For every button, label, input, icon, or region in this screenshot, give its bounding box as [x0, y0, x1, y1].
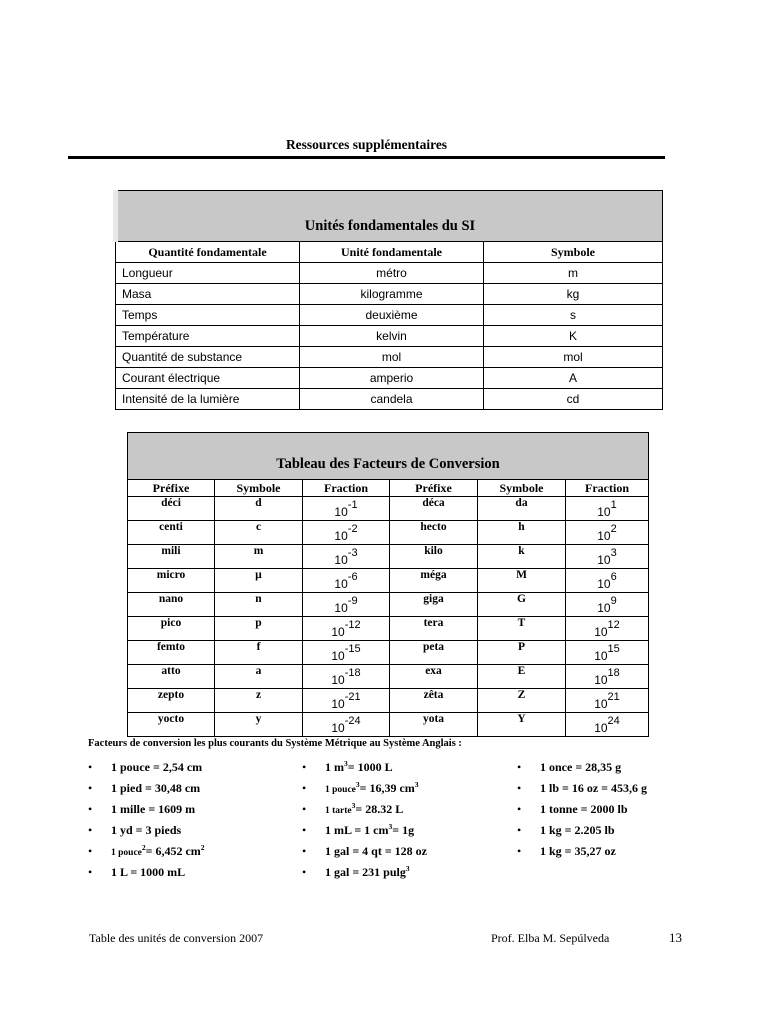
factor-text: 1 mille = 1609 m — [111, 802, 196, 816]
prefix-cell: hecto — [390, 521, 478, 545]
fraction-exponent: -6 — [347, 571, 358, 583]
fraction-exponent: 9 — [610, 595, 617, 607]
prefix-cell: tera — [390, 617, 478, 641]
table-row — [128, 617, 649, 641]
fraction-base: 10 — [331, 697, 345, 711]
prefix-cell: nano — [128, 593, 215, 617]
bullet: • — [88, 823, 93, 837]
fraction-base: 10 — [594, 649, 608, 663]
fraction-base: 10 — [334, 505, 348, 519]
si-symbol: m — [484, 263, 663, 284]
prefix-cell: pico — [128, 617, 215, 641]
fraction-exponent: 15 — [607, 643, 620, 655]
symbol-cell: M — [478, 569, 566, 593]
fraction-exponent: -21 — [344, 691, 361, 703]
table-row — [128, 641, 649, 665]
fraction-cell — [303, 641, 390, 665]
fraction-cell — [303, 545, 390, 569]
si-symbol: cd — [484, 389, 663, 410]
table-row — [116, 389, 663, 410]
table-row — [128, 545, 649, 569]
fraction-exponent: -15 — [344, 643, 361, 655]
fraction-base: 10 — [594, 697, 608, 711]
symbol-cell: µ — [215, 569, 303, 593]
fraction-exponent: 21 — [607, 691, 620, 703]
symbol-cell: d — [215, 497, 303, 521]
table-row — [128, 521, 649, 545]
prefix-cell: méga — [390, 569, 478, 593]
factors-column-3 — [517, 760, 717, 865]
bullet: • — [302, 760, 307, 774]
fraction-base: 10 — [331, 625, 345, 639]
fraction-exponent: -1 — [347, 499, 358, 511]
si-symbol: kg — [484, 284, 663, 305]
fraction-exponent: 18 — [607, 667, 620, 679]
symbol-cell: da — [478, 497, 566, 521]
cv-col-symbol: Symbole — [215, 480, 303, 497]
fraction-base: 10 — [597, 529, 611, 543]
list-item — [88, 823, 288, 844]
factor-text: 1 pouce$^2$= 6,452 $cm^2$ — [111, 843, 205, 858]
table-row — [116, 284, 663, 305]
fraction-cell — [566, 521, 649, 545]
cv-col-fraction: Fraction — [566, 480, 649, 497]
factor-text: 1 pied = 30,48 cm — [111, 781, 201, 795]
prefix-cell: peta — [390, 641, 478, 665]
si-col-unit: Unité fondamentale — [300, 242, 484, 263]
symbol-cell: h — [478, 521, 566, 545]
factor-text: 1 pouce = 2,54 cm — [111, 760, 203, 774]
fraction-exponent: 1 — [610, 499, 617, 511]
list-item — [302, 844, 502, 865]
bullet: • — [88, 865, 93, 879]
factor-text: 1 gal = 4 qt = 128 oz — [325, 844, 428, 858]
factors-title: Facteurs de conversion les plus courants du Système Métrique au Système Anglais : — [88, 738, 462, 749]
bullet: • — [302, 802, 307, 816]
fraction-cell — [303, 593, 390, 617]
fraction-cell — [566, 713, 649, 737]
fraction-cell — [303, 665, 390, 689]
fraction-base: 10 — [597, 553, 611, 567]
list-item — [302, 823, 502, 844]
bullet: • — [517, 781, 522, 795]
si-col-quantity: Quantité fondamentale — [116, 242, 300, 263]
fraction-exponent: 3 — [610, 547, 617, 559]
factors-column-1 — [88, 760, 288, 886]
prefix-cell: atto — [128, 665, 215, 689]
fraction-base: 10 — [597, 505, 611, 519]
factors-column-2 — [302, 760, 502, 886]
fraction-base: 10 — [594, 625, 608, 639]
list-item — [302, 802, 502, 823]
symbol-cell: m — [215, 545, 303, 569]
fraction-exponent: -24 — [344, 715, 361, 727]
bullet: • — [517, 760, 522, 774]
table-row — [116, 263, 663, 284]
symbol-cell: y — [215, 713, 303, 737]
prefix-cell: femto — [128, 641, 215, 665]
si-unit: métro — [300, 263, 484, 284]
symbol-cell: k — [478, 545, 566, 569]
si-quantity: Temps — [116, 305, 300, 326]
symbol-cell: c — [215, 521, 303, 545]
prefix-cell: kilo — [390, 545, 478, 569]
si-unit: kelvin — [300, 326, 484, 347]
prefix-cell: déci — [128, 497, 215, 521]
fraction-cell — [566, 593, 649, 617]
prefix-cell: yota — [390, 713, 478, 737]
fraction-cell — [566, 569, 649, 593]
factor-text: 1 tarte$^3$= 28.32 L — [325, 801, 404, 816]
bullet: • — [88, 760, 93, 774]
footer-author: Prof. Elba M. Sepúlveda — [491, 931, 610, 945]
symbol-cell: P — [478, 641, 566, 665]
fraction-cell — [303, 521, 390, 545]
fraction-base: 10 — [334, 553, 348, 567]
cv-col-fraction: Fraction — [303, 480, 390, 497]
si-quantity: Longueur — [116, 263, 300, 284]
prefix-cell: giga — [390, 593, 478, 617]
bullet: • — [88, 781, 93, 795]
list-item — [88, 865, 288, 886]
fraction-exponent: -2 — [347, 523, 358, 535]
list-item — [517, 823, 717, 844]
bullet: • — [517, 802, 522, 816]
si-units-table — [113, 190, 663, 410]
prefix-cell: déca — [390, 497, 478, 521]
si-quantity: Quantité de substance — [116, 347, 300, 368]
table-row — [116, 326, 663, 347]
fraction-exponent: -9 — [347, 595, 358, 607]
symbol-cell: G — [478, 593, 566, 617]
si-unit: mol — [300, 347, 484, 368]
si-symbol: A — [484, 368, 663, 389]
fraction-exponent: 2 — [610, 523, 617, 535]
fraction-base: 10 — [334, 577, 348, 591]
fraction-exponent: 6 — [610, 571, 617, 583]
fraction-base: 10 — [597, 577, 611, 591]
fraction-base: 10 — [334, 601, 348, 615]
fraction-cell — [566, 497, 649, 521]
factor-text: 1 lb = 16 oz = 453,6 g — [540, 781, 648, 795]
bullet: • — [302, 865, 307, 879]
fraction-base: 10 — [334, 529, 348, 543]
bullet: • — [88, 844, 93, 858]
cv-col-prefix: Préfixe — [128, 480, 215, 497]
list-item — [302, 781, 502, 802]
prefix-cell: exa — [390, 665, 478, 689]
conversion-table-title: Tableau des Facteurs de Conversion — [128, 433, 649, 480]
fraction-cell — [303, 713, 390, 737]
list-item — [302, 760, 502, 781]
fraction-cell — [566, 689, 649, 713]
si-table-title: Unités fondamentales du SI — [116, 191, 663, 242]
symbol-cell: n — [215, 593, 303, 617]
bullet: • — [302, 823, 307, 837]
cv-col-prefix: Préfixe — [390, 480, 478, 497]
list-item — [88, 802, 288, 823]
table-row — [116, 368, 663, 389]
header-rule — [68, 156, 665, 159]
table-row — [128, 713, 649, 737]
factor-text: 1 once = 28,35 g — [540, 760, 622, 774]
fraction-cell — [303, 617, 390, 641]
fraction-base: 10 — [594, 673, 608, 687]
page-number: 13 — [669, 930, 682, 945]
table-row — [128, 497, 649, 521]
factor-text: 1 pouce$^3$= 16,39 $cm^3$ — [325, 780, 419, 795]
si-symbol: s — [484, 305, 663, 326]
symbol-cell: a — [215, 665, 303, 689]
bullet: • — [517, 844, 522, 858]
fraction-exponent: 12 — [607, 619, 620, 631]
si-symbol: mol — [484, 347, 663, 368]
fraction-exponent: -18 — [344, 667, 361, 679]
bullet: • — [88, 802, 93, 816]
factor-text: 1 kg = 2.205 lb — [540, 823, 615, 837]
si-unit: kilogramme — [300, 284, 484, 305]
fraction-exponent: 24 — [607, 715, 620, 727]
factor-text: 1 gal = 231 pulg$^3$ — [325, 864, 410, 879]
factor-text: 1 mL = 1 $cm^3= 1g$ — [325, 822, 415, 837]
table-row — [116, 347, 663, 368]
symbol-cell: p — [215, 617, 303, 641]
fraction-cell — [566, 641, 649, 665]
factor-text: 1 kg = 35,27 oz — [540, 844, 616, 858]
si-unit: amperio — [300, 368, 484, 389]
si-quantity: Courant électrique — [116, 368, 300, 389]
si-unit: candela — [300, 389, 484, 410]
list-item — [517, 844, 717, 865]
symbol-cell: T — [478, 617, 566, 641]
symbol-cell: Z — [478, 689, 566, 713]
table-row — [128, 665, 649, 689]
table-row — [128, 689, 649, 713]
fraction-base: 10 — [331, 649, 345, 663]
si-quantity: Masa — [116, 284, 300, 305]
symbol-cell: f — [215, 641, 303, 665]
prefix-cell: centi — [128, 521, 215, 545]
fraction-base: 10 — [331, 673, 345, 687]
list-item — [517, 760, 717, 781]
fraction-cell — [303, 569, 390, 593]
table-row — [128, 593, 649, 617]
symbol-cell: z — [215, 689, 303, 713]
footer-document-title: Table des unités de conversion 2007 — [89, 931, 264, 945]
prefix-cell: zêta — [390, 689, 478, 713]
factor-text: 1 $m^3= 1000$ L — [325, 759, 393, 774]
si-quantity: Température — [116, 326, 300, 347]
factor-text: 1 tonne = 2000 lb — [540, 802, 628, 816]
factor-text: 1 L = 1000 mL — [111, 865, 186, 879]
bullet: • — [302, 844, 307, 858]
fraction-exponent: -12 — [344, 619, 361, 631]
bullet: • — [517, 823, 522, 837]
fraction-cell — [303, 497, 390, 521]
fraction-base: 10 — [594, 721, 608, 735]
prefix-cell: micro — [128, 569, 215, 593]
factor-text: 1 yd = 3 pieds — [111, 823, 182, 837]
si-unit: deuxième — [300, 305, 484, 326]
prefix-cell: zepto — [128, 689, 215, 713]
fraction-base: 10 — [331, 721, 345, 735]
si-col-symbol: Symbole — [484, 242, 663, 263]
si-quantity: Intensité de la lumière — [116, 389, 300, 410]
prefix-cell: mili — [128, 545, 215, 569]
fraction-exponent: -3 — [347, 547, 358, 559]
list-item — [88, 760, 288, 781]
table-row — [116, 305, 663, 326]
page-header-title: Ressources supplémentaires — [285, 137, 448, 152]
fraction-cell — [566, 545, 649, 569]
symbol-cell: Y — [478, 713, 566, 737]
list-item — [88, 844, 288, 865]
table-row — [128, 569, 649, 593]
fraction-base: 10 — [597, 601, 611, 615]
list-item — [88, 781, 288, 802]
symbol-cell: E — [478, 665, 566, 689]
list-item — [517, 781, 717, 802]
fraction-cell — [566, 665, 649, 689]
fraction-cell — [566, 617, 649, 641]
list-item — [302, 865, 502, 886]
si-symbol: K — [484, 326, 663, 347]
list-item — [517, 802, 717, 823]
prefix-cell: yocto — [128, 713, 215, 737]
bullet: • — [302, 781, 307, 795]
cv-col-symbol: Symbole — [478, 480, 566, 497]
conversion-factors-table — [127, 432, 649, 737]
fraction-cell — [303, 689, 390, 713]
